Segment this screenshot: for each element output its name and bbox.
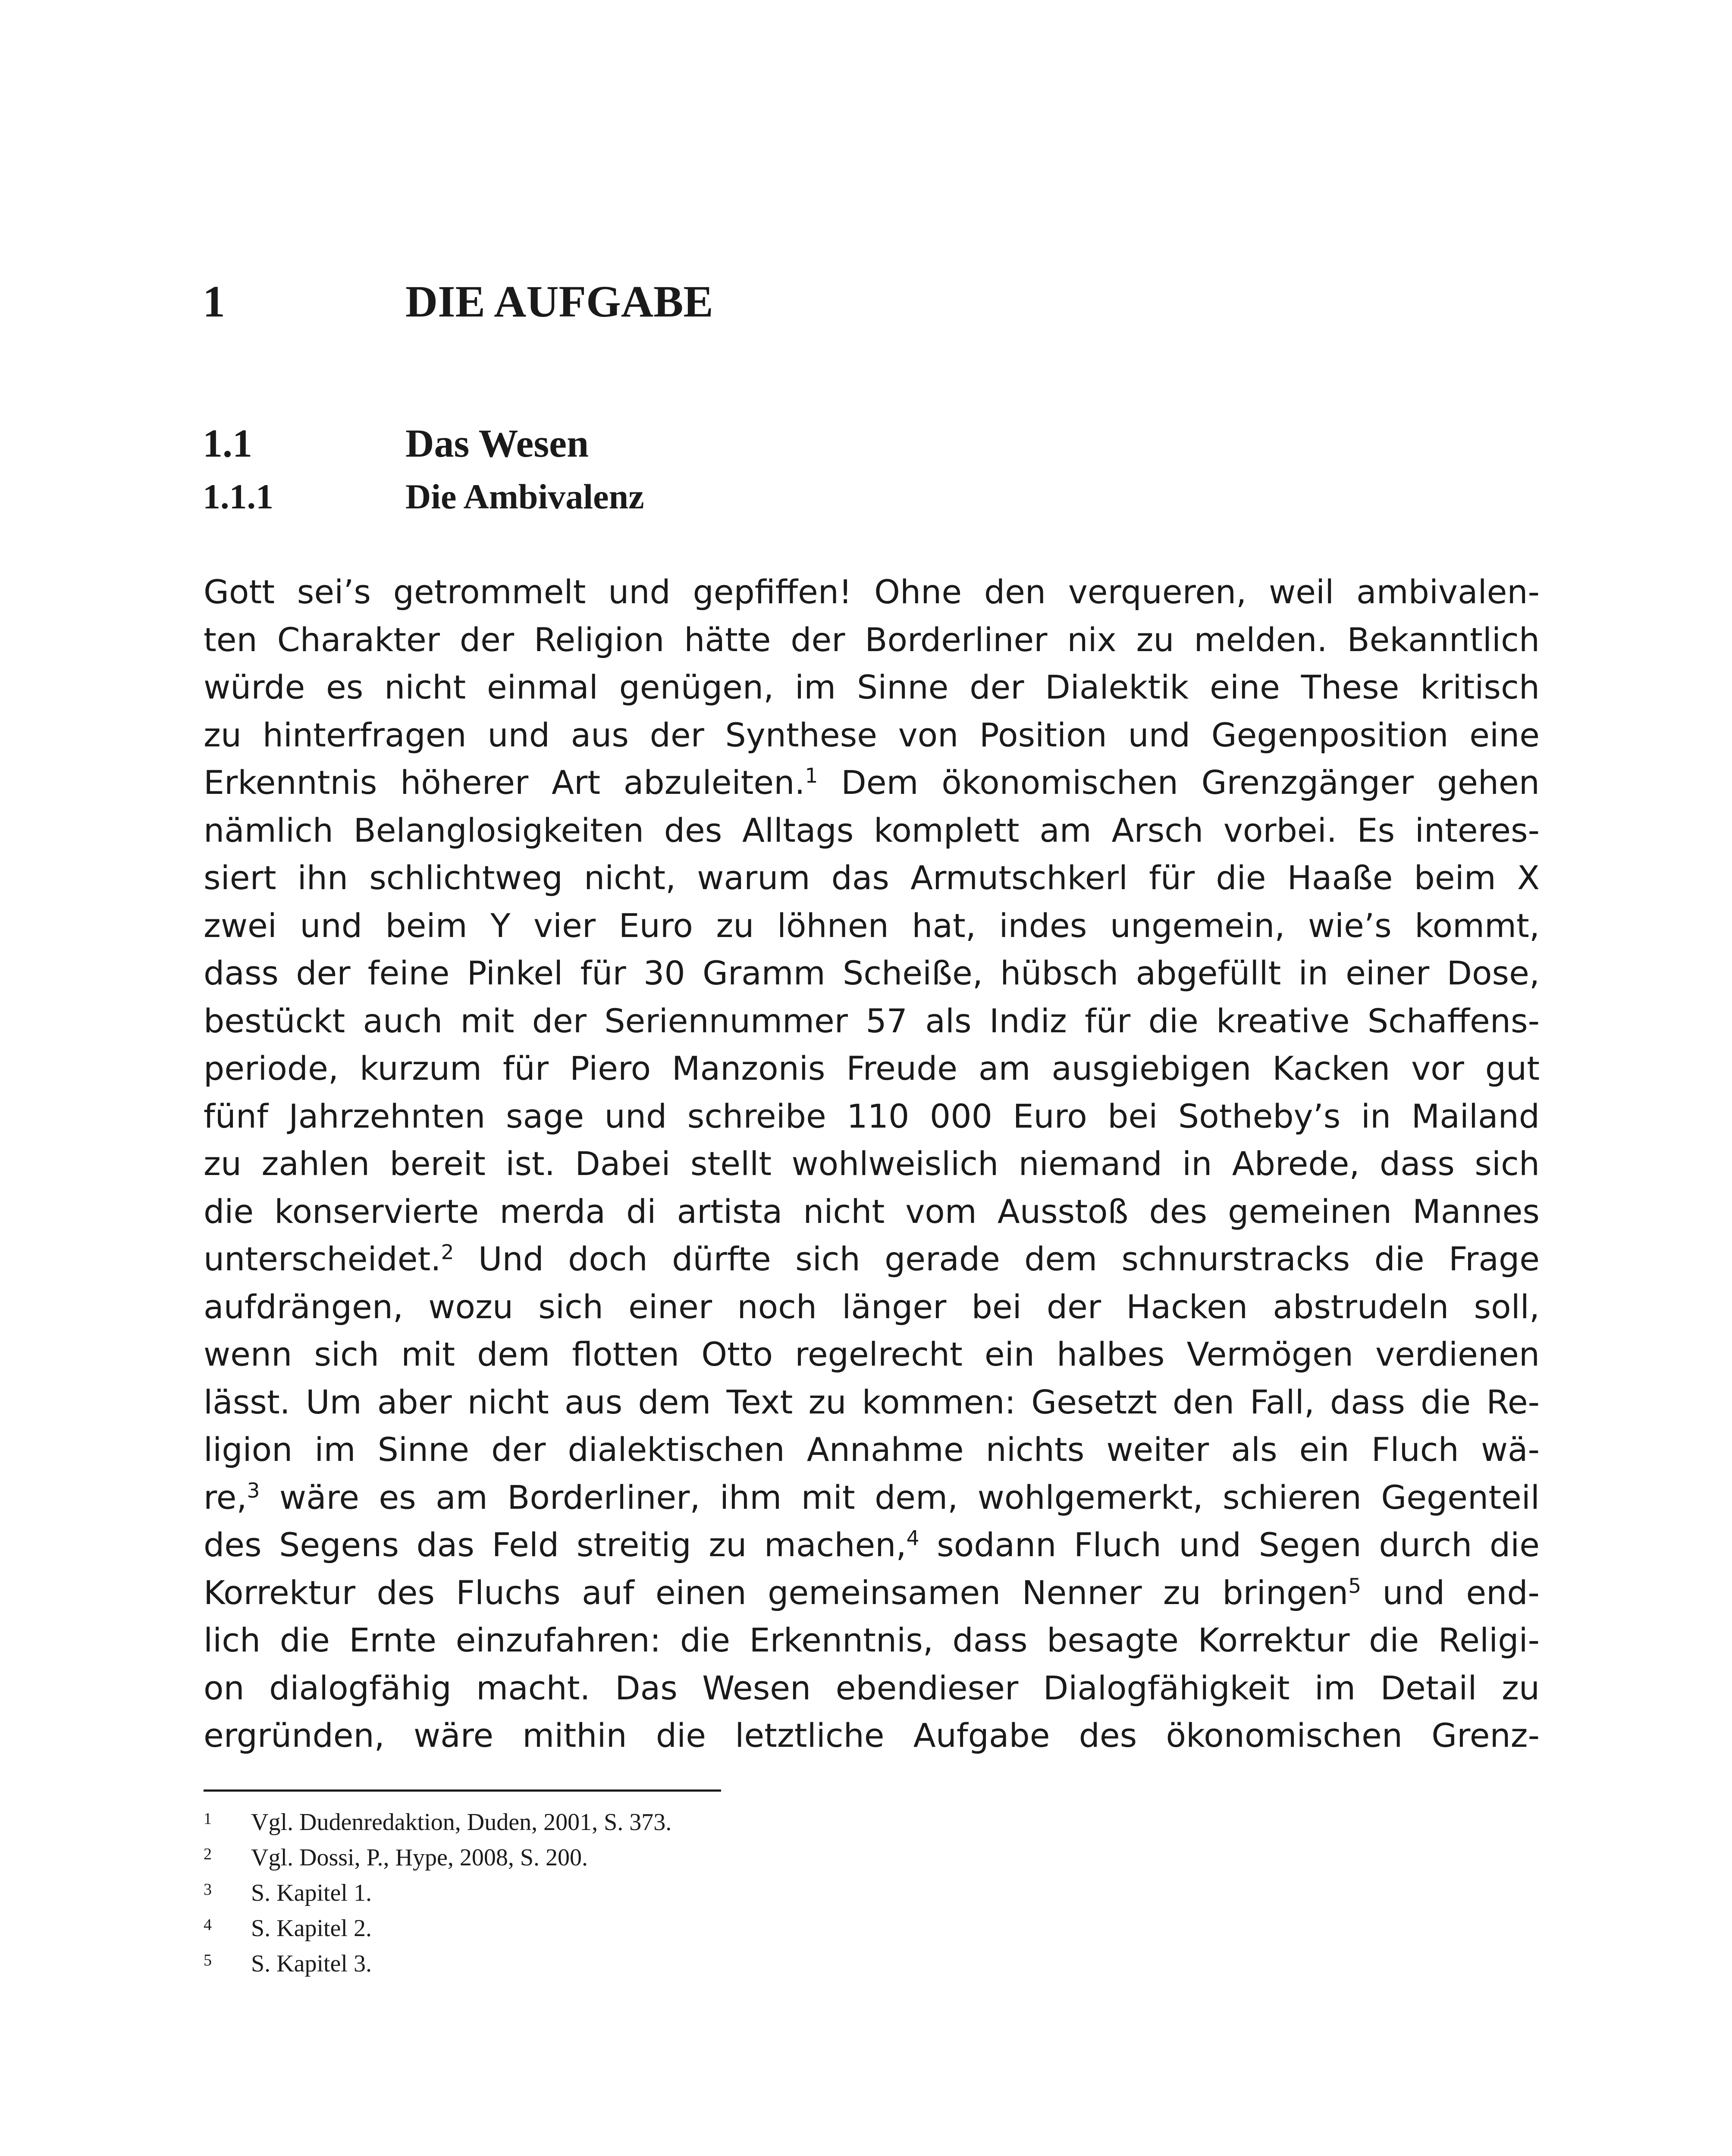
footnote-number: 4 (204, 1916, 212, 1934)
footnote-ref: 5 (1348, 1574, 1362, 1598)
section-title: Das Wesen (405, 421, 589, 465)
body-line: lich die Ernte einzufahren: die Erkenntnis, dass besagte Korrektur die Religi- (204, 1621, 1540, 1659)
footnote (204, 1840, 1540, 1875)
body-line: aufdrängen, wozu sich einer noch länger bei der Hacken abstrudeln soll, (204, 1287, 1540, 1326)
body-line: lässt. Um aber nicht aus dem Text zu kommen: Gesetzt den Fall, dass die Re- (204, 1382, 1540, 1421)
footnote-text: Vgl. Dudenredaktion, Duden, 2001, S. 373. (251, 1809, 672, 1836)
footnote-text: S. Kapitel 3. (251, 1950, 372, 1977)
body-line: bestückt auch mit der Seriennummer 57 als Indiz für die kreative Schaffens- (204, 1001, 1540, 1040)
chapter-heading (203, 276, 1540, 327)
body-line: ten Charakter der Religion hätte der Borderliner nix zu melden. Bekanntlich (204, 620, 1540, 659)
body-line: fünf Jahrzehnten sage und schreibe 110 000 Euro bei Sotheby’s in Mailand (204, 1097, 1540, 1135)
body-line: wenn sich mit dem flotten Otto regelrecht ein halbes Vermögen verdienen (204, 1335, 1540, 1373)
footnote-text: S. Kapitel 2. (251, 1915, 372, 1942)
body-line: zu zahlen bereit ist. Dabei stellt wohlweislich niemand in Abrede, dass sich (204, 1144, 1540, 1183)
body-line: re,$^3$ wäre es am Borderliner, ihm mit dem, wohlgemerkt, schieren Gegenteil (204, 1478, 1540, 1517)
footnote (204, 1946, 1540, 1981)
footnote-text: Vgl. Dossi, P., Hype, 2008, S. 200. (251, 1844, 588, 1871)
footnote (204, 1805, 1540, 1840)
section-number: 1.1 (203, 421, 252, 465)
body-line: ergründen, wäre mithin die letztliche Aufgabe des ökonomischen Grenz- (204, 1716, 1540, 1755)
footnote-number: 1 (204, 1810, 212, 1828)
body-line: zu hinterfragen und aus der Synthese von Position und Gegenposition eine (204, 715, 1540, 754)
body-line: dass der feine Pinkel für 30 Gramm Scheiße, hübsch abgefüllt in einer Dose, (204, 954, 1540, 992)
body-line: Gott sei’s getrommelt und gepfiffen! Ohne den verqueren, weil ambivalen- (204, 573, 1540, 611)
body-line: unterscheidet.$^2$ Und doch dürfte sich gerade dem schnurstracks die Frage (204, 1240, 1540, 1278)
footnote-separator (204, 1789, 721, 1792)
body-line: zwei und beim Y vier Euro zu löhnen hat, indes ungemein, wie’s kommt, (204, 906, 1540, 945)
footnote-number: 3 (204, 1880, 212, 1899)
chapter-number: 1 (203, 277, 225, 326)
footnote (204, 1911, 1540, 1946)
footnotes (204, 1805, 1540, 1981)
footnote-ref: 4 (906, 1526, 919, 1551)
body-line: Korrektur des Fluchs auf einen gemeinsamen Nenner zu bringen$^5$ und end- (204, 1573, 1540, 1612)
footnote-number: 2 (204, 1845, 212, 1863)
footnote-ref: 2 (441, 1241, 454, 1265)
chapter-title: DIE AUFGABE (405, 277, 713, 326)
body-line: periode, kurzum für Piero Manzonis Freude am ausgiebigen Kacken vor gut (204, 1049, 1540, 1087)
body-line: siert ihn schlichtweg nicht, warum das Armutschkerl für die Haaße beim X (204, 859, 1540, 897)
subsection-heading (203, 476, 1540, 517)
footnote-ref: 1 (805, 764, 818, 788)
section-heading (203, 420, 1540, 466)
body-line: on dialogfähig macht. Das Wesen ebendieser Dialogfähigkeit im Detail zu (204, 1668, 1540, 1707)
footnote-text: S. Kapitel 1. (251, 1880, 372, 1906)
body-paragraph (204, 568, 1540, 1760)
footnote-number: 5 (204, 1951, 212, 1969)
body-line: des Segens das Feld streitig zu machen,$^4$ sodann Fluch und Segen durch die (204, 1526, 1540, 1564)
body-line: Erkenntnis höherer Art abzuleiten.$^1$ Dem ökonomischen Grenzgänger gehen (204, 763, 1540, 802)
footnote-ref: 3 (247, 1479, 260, 1503)
footnote (204, 1875, 1540, 1911)
body-line: die konservierte merda di artista nicht vom Ausstoß des gemeinen Mannes (204, 1192, 1540, 1231)
subsection-number: 1.1.1 (203, 477, 273, 516)
subsection-title: Die Ambivalenz (405, 477, 644, 516)
body-line: würde es nicht einmal genügen, im Sinne der Dialektik eine These kritisch (204, 668, 1540, 706)
body-line: nämlich Belanglosigkeiten des Alltags komplett am Arsch vorbei. Es interes- (204, 811, 1540, 849)
body-line: ligion im Sinne der dialektischen Annahme nichts weiter als ein Fluch wä- (204, 1430, 1540, 1469)
